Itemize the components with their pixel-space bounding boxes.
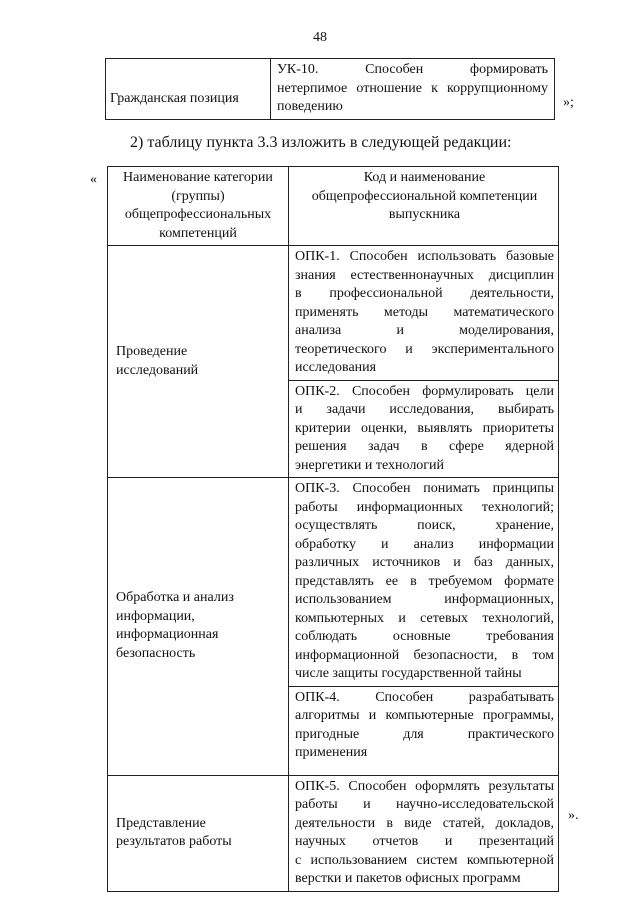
competence-line: теоретического и экспериментального bbox=[294, 341, 554, 357]
category-research bbox=[108, 246, 289, 478]
category-line: информационная bbox=[116, 627, 219, 643]
opening-quote: « bbox=[90, 172, 97, 187]
competence-opk2 bbox=[288, 380, 558, 478]
competence-line: научных отчетов и презентаций bbox=[294, 834, 554, 849]
table-row bbox=[106, 59, 555, 120]
competence-line: числе защиты государственной тайны bbox=[294, 666, 522, 681]
competence-line: ОПК-1. Способен использовать базовые bbox=[294, 249, 554, 264]
header-line: Код и наименование bbox=[363, 170, 486, 185]
competence-line: соблюдать основные требования bbox=[294, 629, 554, 644]
competence-line: исследования bbox=[294, 360, 377, 375]
competence-line: представлять ее в требуемом формате bbox=[294, 573, 554, 589]
competence-line: знания естественнонаучных дисциплин bbox=[294, 267, 554, 283]
top-table bbox=[105, 58, 555, 120]
category-line: информации, bbox=[116, 608, 195, 624]
competence-line: критерии оценки, выявлять приоритеты bbox=[294, 420, 554, 436]
competence-opk4 bbox=[288, 686, 558, 775]
competence-opk5 bbox=[288, 775, 558, 891]
category-line: Проведение bbox=[116, 344, 188, 359]
competence-line: с использованием систем компьютерной bbox=[294, 852, 554, 868]
category-cell: Гражданская позиция bbox=[106, 59, 271, 120]
table-row bbox=[108, 775, 559, 891]
competence-line: энергетики и технологий bbox=[294, 457, 445, 473]
category-information bbox=[108, 478, 289, 776]
table-header-row bbox=[108, 167, 559, 246]
table-row bbox=[108, 478, 559, 687]
competence-opk1 bbox=[288, 246, 558, 381]
competence-line: работы и научно-исследовательской bbox=[294, 797, 554, 812]
competence-table bbox=[107, 166, 559, 892]
competence-line: информационной безопасности, в том bbox=[294, 647, 554, 663]
header-category bbox=[108, 167, 289, 246]
competence-line: в профессиональной деятельности, bbox=[294, 286, 554, 301]
header-line: (группы) bbox=[171, 188, 225, 204]
competence-line: деятельности в виде статей, докладов, bbox=[294, 815, 554, 831]
competence-line: работы информационных технологий; bbox=[294, 499, 554, 515]
category-line: Обработка и анализ bbox=[116, 590, 234, 606]
competence-opk3 bbox=[288, 478, 558, 687]
competence-line: ОПК-5. Способен оформлять результаты bbox=[294, 778, 554, 794]
competence-line: использованием информационных, bbox=[294, 592, 554, 607]
closing-quote-final: ». bbox=[568, 808, 579, 823]
category-line: результатов работы bbox=[116, 834, 232, 849]
category-line: исследований bbox=[116, 362, 199, 378]
competence-line: поведению bbox=[277, 99, 343, 114]
competence-line: анализа и моделирования, bbox=[294, 323, 554, 338]
competence-line: ОПК-3. Способен понимать принципы bbox=[294, 481, 554, 496]
competence-line: алгоритмы и компьютерные программы, bbox=[294, 708, 554, 723]
competence-line: применять методы математического bbox=[294, 304, 554, 320]
competence-line: компьютерных и сетевых технологий, bbox=[294, 610, 554, 626]
category-line: Представление bbox=[116, 815, 206, 831]
competence-line: различных источников и баз данных, bbox=[294, 555, 554, 570]
page-number: 48 bbox=[313, 30, 327, 45]
closing-quote: »; bbox=[563, 95, 574, 110]
header-line: выпускника bbox=[388, 207, 461, 222]
competence-line: ОПК-4. Способен разрабатывать bbox=[294, 689, 554, 705]
category-presentation bbox=[108, 775, 289, 891]
table-row bbox=[108, 246, 559, 381]
header-competence bbox=[288, 167, 558, 246]
competence-line: ОПК-2. Способен формулировать цели bbox=[294, 383, 554, 399]
header-line: общепрофессиональной компетенции bbox=[311, 188, 538, 204]
competence-line: нетерпимое отношение к коррупционному bbox=[277, 80, 548, 96]
competence-line: обработку и анализ информации bbox=[294, 536, 554, 552]
competence-line: УК-10. Способен формировать bbox=[277, 62, 548, 77]
intro-paragraph: 2) таблицу пункта 3.3 изложить в следующей редакции: bbox=[130, 134, 512, 151]
competence-cell bbox=[271, 59, 555, 120]
competence-line: применения bbox=[294, 745, 368, 760]
header-line: общепрофессиональных bbox=[124, 207, 272, 222]
category-line: безопасность bbox=[116, 645, 196, 661]
competence-line: верстки и пакетов офисных программ bbox=[294, 871, 521, 886]
header-line: Наименование категории bbox=[123, 170, 273, 185]
competence-line: решения задач в сфере ядерной bbox=[294, 439, 554, 454]
competence-line: пригодные для практического bbox=[294, 726, 554, 742]
competence-line: осуществлять поиск, хранение, bbox=[294, 518, 554, 533]
competence-line: и задачи исследования, выбирать bbox=[294, 402, 554, 417]
header-line: компетенций bbox=[159, 225, 237, 241]
